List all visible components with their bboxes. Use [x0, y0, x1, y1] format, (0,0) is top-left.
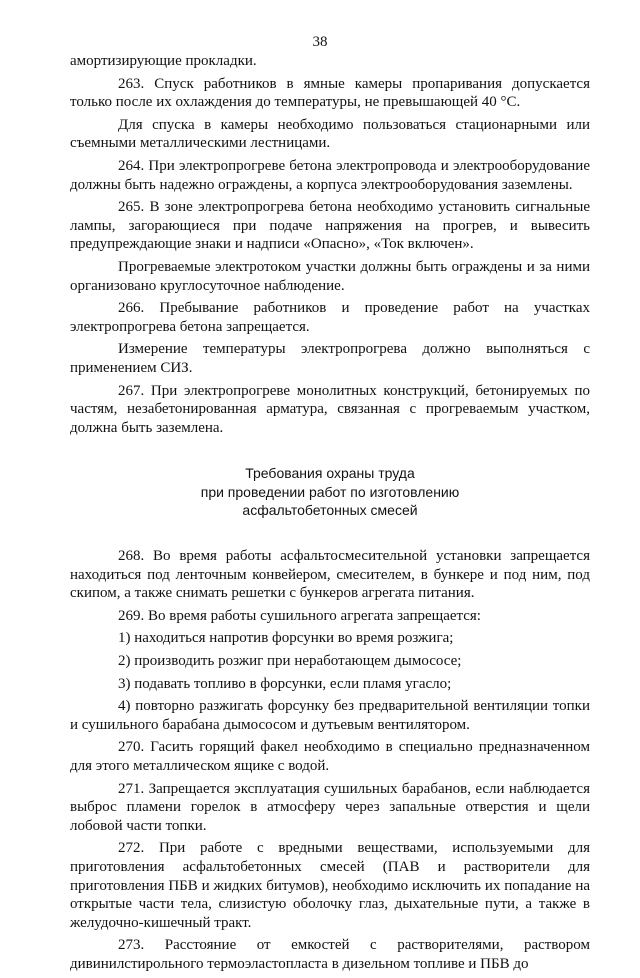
section-heading	[70, 464, 590, 520]
paragraph: Для спуска в камеры необходимо пользоваться стационарными или съемными металлическими лестницами.	[70, 116, 590, 152]
list-item: 3) подавать топливо в форсунки, если пламя угасло;	[118, 675, 452, 692]
paragraph: 264. При электропрогреве бетона электропровода и электрооборудование должны быть надежно ограждены, а корпуса электрооборудования заземлены.	[70, 157, 590, 193]
document-body	[70, 52, 590, 978]
heading-line: при проведении работ по изготовлению	[200, 483, 460, 500]
paragraph: Прогреваемые электротоком участки должны быть ограждены и за ними организовано круглосуточное наблюдение.	[70, 258, 590, 294]
heading-line: Требования охраны труда	[245, 465, 415, 482]
paragraph: 266. Пребывание работников и проведение работ на участках электропрогрева бетона запрещается.	[70, 300, 590, 335]
paragraph: 270. Гасить горящий факел необходимо в специально предназначенном для этого металлическом ящике с водой.	[70, 739, 590, 774]
heading-line: асфальтобетонных смесей	[242, 502, 418, 519]
paragraph: 273. Расстояние от емкостей с растворителями, раствором дивинилстирольного термоэластопласта в дизельном топливе и ПБВ до	[70, 937, 590, 972]
paragraph: амортизирующие прокладки.	[70, 53, 257, 69]
paragraph: 265. В зоне электропрогрева бетона необходимо установить сигнальные лампы, загорающиеся при подаче напряжения на прогрев, и вывесить предупреждающие знаки и надписи «Опасно», «Ток включен».	[70, 199, 590, 253]
paragraph: Измерение температуры электропрогрева должно выполняться с применением СИЗ.	[70, 341, 590, 376]
paragraph: 267. При электропрогреве монолитных конструкций, бетонируемых по частям, незабетонированная арматура, связанная с прогреваемым участком, должна быть заземлена.	[70, 382, 590, 436]
paragraph: 269. Во время работы сушильного агрегата запрещается:	[118, 607, 481, 624]
paragraph: 268. Во время работы асфальтосмесительной установки запрещается находиться под ленточным конвейером, смесителем, в бункере и под ним, под скипом, а также снимать решетки с бункеров агрегата питания.	[70, 548, 590, 602]
paragraph: 263. Спуск работников в ямные камеры пропаривания допускается только после их охлаждения до температуры, не превышающей 40 °С.	[70, 75, 590, 111]
list-item: 1) находиться напротив форсунки во время розжига;	[118, 630, 454, 647]
page-number: 38	[312, 34, 328, 50]
paragraph: 272. При работе с вредными веществами, используемыми для приготовления асфальтобетонных смесей (ПАВ и растворители для приготовления ПБВ и жидких битумов), необходимо исключить их попадание на открытые части тела, слизистую оболочку глаз, дыхательные пути, а также в желудочно-кишечный тракт.	[70, 840, 590, 931]
list-item: 2) производить розжиг при неработающем дымососе;	[118, 653, 462, 670]
paragraph: 271. Запрещается эксплуатация сушильных барабанов, если наблюдается выброс пламени горелок в атмосферу через запальные отверстия и щели лобовой части топки.	[70, 780, 590, 834]
list-item: 4) повторно разжигать форсунку без предварительной вентиляции топки и сушильного барабана дымососом и дутьевым вентилятором.	[70, 698, 590, 733]
